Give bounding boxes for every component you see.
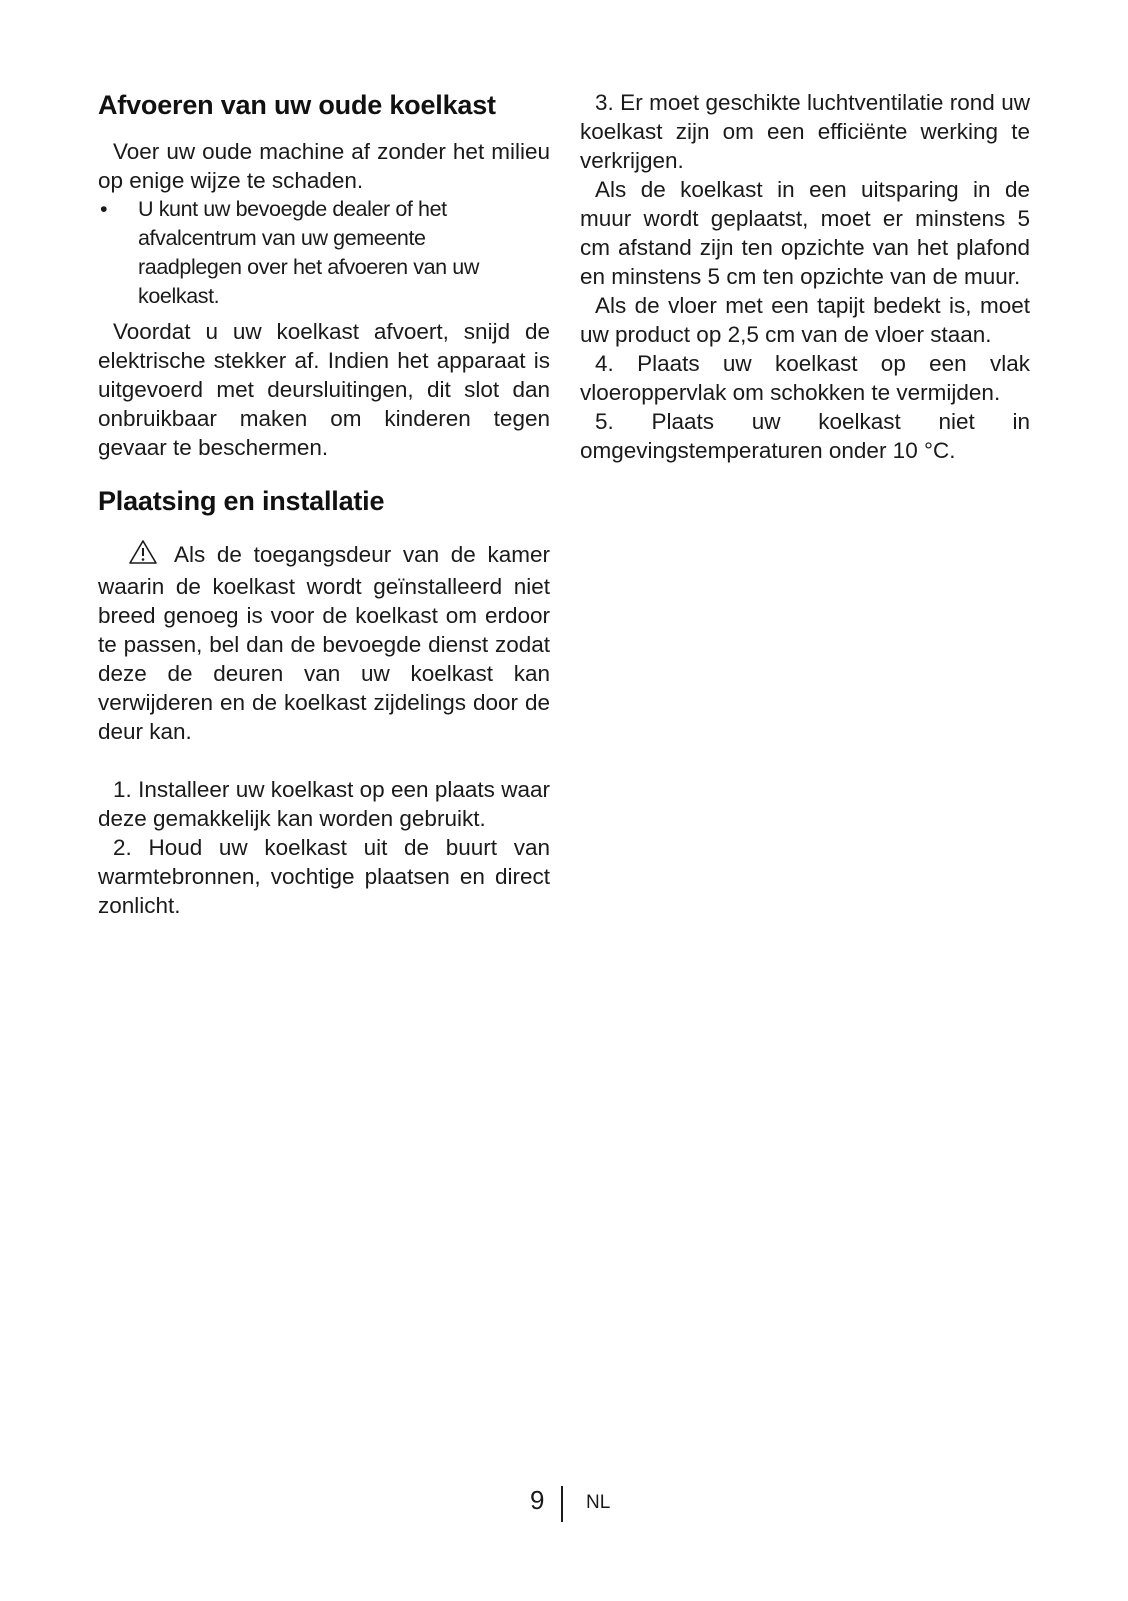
- step-2: 2. Houd uw koelkast uit de buurt van warmtebronnen, vochtige plaatsen en direct zonlicht.: [98, 835, 550, 918]
- step-3-recess: Als de koelkast in een uitsparing in de muur wordt geplaatst, moet er minstens 5 cm afstand zijn ten opzichte van het plafond en minstens 5 cm ten opzichte van de muur.: [580, 177, 1030, 289]
- step-5: 5. Plaats uw koelkast niet in omgevingstemperaturen onder 10 °C.: [580, 409, 1030, 463]
- installation-warning: [98, 539, 550, 746]
- bullet-dot-icon: •: [100, 197, 108, 221]
- disposal-heading: Afvoeren van uw oude koelkast: [98, 90, 496, 120]
- installation-warning-text: Als de toegangsdeur van de kamer waarin de koelkast wordt geïnstalleerd niet breed genoeg is voor de koelkast om erdoor te passen, bel dan de bevoegde dienst zodat deze de deuren van uw koelkast kan verwijderen en de koelkast zijdelings door de deur kan.: [98, 542, 550, 744]
- disposal-intro: Voer uw oude machine af zonder het milieu op enige wijze te schaden.: [98, 139, 550, 193]
- page-footer: [0, 1484, 1128, 1524]
- step-3: 3. Er moet geschikte luchtventilatie rond uw koelkast zijn om een efficiënte werking te verkrijgen.: [580, 90, 1030, 173]
- right-column: [580, 88, 1030, 465]
- step-4: 4. Plaats uw koelkast op een vlak vloeroppervlak om schokken te vermijden.: [580, 351, 1030, 405]
- language-code: NL: [586, 1492, 611, 1513]
- disposal-paragraph: Voordat u uw koelkast afvoert, snijd de elektrische stekker af. Indien het apparaat is uitgevoerd met deursluitingen, dit slot dan onbruikbaar maken om kinderen tegen gevaar te beschermen.: [98, 319, 550, 460]
- installation-heading: Plaatsing en installatie: [98, 486, 385, 516]
- page-number: 9: [530, 1485, 545, 1515]
- step-1: 1. Installeer uw koelkast op een plaats waar deze gemakkelijk kan worden gebruikt.: [98, 777, 550, 831]
- step-3-carpet: Als de vloer met een tapijt bedekt is, moet uw product op 2,5 cm van de vloer staan.: [580, 293, 1030, 347]
- disposal-bullet-text: U kunt uw bevoegde dealer of het afvalcentrum van uw gemeente raadplegen over het afvoeren van uw koelkast.: [138, 197, 479, 308]
- warning-triangle-icon: [113, 539, 158, 572]
- disposal-bullet-item: [98, 195, 550, 311]
- footer-divider: [561, 1486, 563, 1522]
- left-column: [98, 88, 550, 920]
